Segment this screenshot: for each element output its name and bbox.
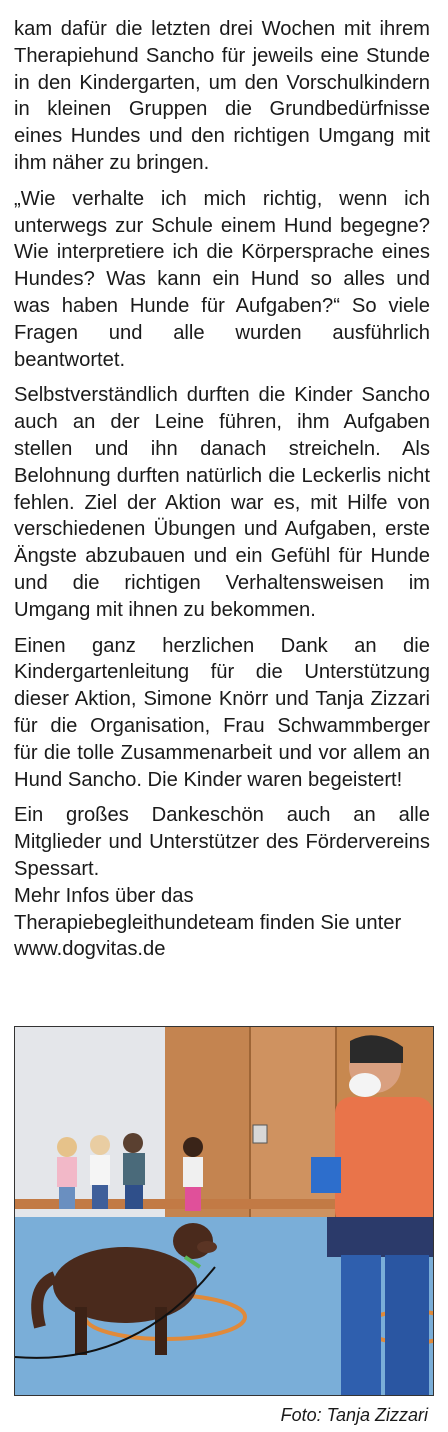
photo-illustration bbox=[15, 1027, 433, 1395]
paragraph-intro: kam dafür die letzten drei Wochen mit ihrem Therapiehund Sancho für jeweils eine Stunde in den Kindergarten, um den Vorschulkindern in kleinen Gruppen die Grundbedürfnisse eines Hundes und den richtigen Umgang mit ihm näher zu bringen. bbox=[14, 18, 430, 174]
paragraph-thanks: Einen ganz herzlichen Dank an die Kindergartenleitung für die Unterstützung dieser Aktion, Simone Knörr und Tanja Zizzari für die Organisation, Frau Schwammberger für die tolle Zusammenarbeit und vor allem an Hund Sancho. Die Kinder waren begeistert! bbox=[14, 634, 430, 791]
paragraph-questions: „Wie verhalte ich mich richtig, wenn ich unterwegs zur Schule einem Hund begegne? Wie interpretiere ich die Körpersprache eines Hundes? Was kann ein Hund so alles und was haben Hunde für Aufgaben?“ So viele Fragen und alle wurden ausführlich beantwortet. bbox=[14, 187, 430, 371]
article-photo bbox=[14, 1026, 434, 1396]
paragraph-activities: Selbstverständlich durften die Kinder Sancho auch an der Leine führen, ihm Aufgaben stellen und ihn danach streicheln. Als Belohnung durften natürlich die Leckerlis nicht fehlen. Ziel der Aktion war es, mit Hilfe von verschiedenen Übungen und Aufgaben, erste Ängste abzubauen und ein Gefühl für Hunde und die richtigen Verhaltensweisen im Umgang mit ihnen zu bekommen. bbox=[14, 384, 430, 621]
paragraph-more-info: Mehr Infos über das Therapiebegleithundeteam finden Sie unter www.dogvitas.de bbox=[14, 884, 402, 961]
paragraph-thanks-members: Ein großes Dankeschön auch an alle Mitglieder und Unterstützer des Fördervereins Spessart. bbox=[14, 804, 430, 880]
photo-caption: Foto: Tanja Zizzari bbox=[280, 1405, 428, 1425]
article-body bbox=[14, 0, 430, 963]
